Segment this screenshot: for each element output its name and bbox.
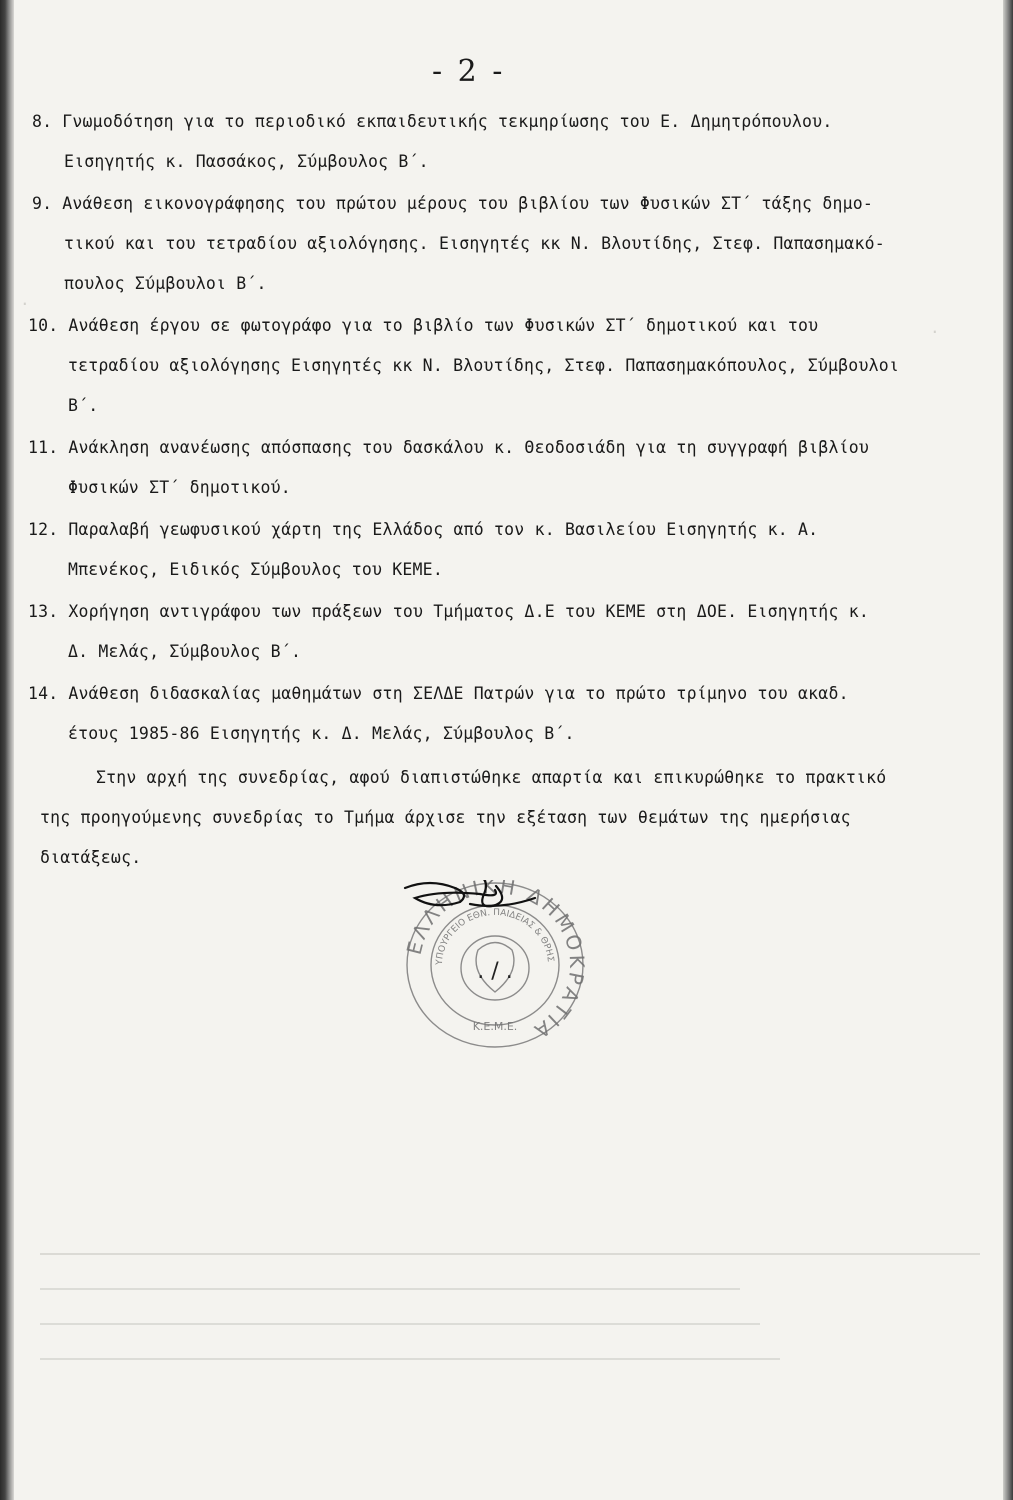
agenda-item-continuation: [64, 234, 885, 253]
agenda-item-number: 9.: [32, 194, 53, 213]
stamp-center-mark: . / .: [477, 959, 513, 984]
agenda-item-number: 8.: [32, 112, 53, 131]
agenda-item-continuation: [68, 396, 98, 415]
agenda-item-number: 14.: [28, 684, 59, 703]
bleed-through-line: [40, 1245, 980, 1255]
agenda-item-line: [28, 684, 849, 703]
closing-paragraph-line: διατάξεως.: [40, 848, 142, 867]
agenda-item-number: 11.: [28, 438, 59, 457]
agenda-item-text: τικού και του τετραδίου αξιολόγησης. Εισηγητές κκ Ν. Βλουτίδης, Στεφ. Παπασημακό-: [64, 234, 885, 253]
agenda-item-text: Εισηγητής κ. Πασσάκος, Σύμβουλος Β΄.: [64, 152, 429, 171]
agenda-item-text: Φυσικών ΣΤ΄ δημοτικού.: [68, 478, 291, 497]
stamp-bottom-text: Κ.Ε.Μ.Ε.: [472, 1020, 518, 1033]
stamp-outer-text: ΕΛΛΗΝΙΚΗ ΔΗΜΟΚΡΑΤΙΑ: [401, 880, 590, 1045]
agenda-item-text: έτους 1985-86 Εισηγητής κ. Δ. Μελάς, Σύμβουλος Β΄.: [68, 724, 575, 743]
agenda-item-continuation: [68, 356, 899, 375]
agenda-item-text: Παραλαβή γεωφυσικού χάρτη της Ελλάδος από τον κ. Βασιλείου Εισηγητής κ. Α.: [68, 520, 819, 539]
official-stamp: [400, 880, 590, 1050]
agenda-item-continuation: [68, 724, 575, 743]
agenda-item-text: Χορήγηση αντιγράφου των πράξεων του Τμήματος Δ.Ε του ΚΕΜΕ στη ΔΟΕ. Εισηγητής κ.: [68, 602, 869, 621]
agenda-item-continuation: [68, 560, 443, 579]
agenda-item-text: Ανάθεση διδασκαλίας μαθημάτων στη ΣΕΛΔΕ Πατρών για το πρώτο τρίμηνο του ακαδ.: [68, 684, 849, 703]
agenda-item-text: Ανάκληση ανανέωσης απόσπασης του δασκάλου κ. Θεοδοσιάδη για τη συγγραφή βιβλίου: [68, 438, 869, 457]
agenda-item-text: Γνωμοδότηση για το περιοδικό εκπαιδευτικής τεκμηρίωσης του Ε. Δημητρόπουλου.: [62, 112, 833, 131]
page-number: - 2 -: [432, 54, 506, 89]
agenda-item-text: Β΄.: [68, 396, 99, 415]
bleed-through-mark: .: [20, 290, 30, 309]
agenda-item-number: 13.: [28, 602, 59, 621]
bleed-through-line: [40, 1280, 740, 1290]
agenda-item-line: [32, 194, 873, 213]
agenda-item-line: [32, 112, 832, 131]
right-page-edge-shadow: [1003, 0, 1013, 1500]
agenda-item-text: Ανάθεση εικονογράφησης του πρώτου μέρους του βιβλίου των Φυσικών ΣΤ΄ τάξης δημο-: [62, 194, 873, 213]
agenda-item-continuation: [68, 642, 301, 661]
agenda-item-text: Μπενέκος, Ειδικός Σύμβουλος του ΚΕΜΕ.: [68, 560, 443, 579]
agenda-item-line: [28, 520, 818, 539]
bleed-through-line: [40, 1350, 780, 1360]
agenda-item-number: 12.: [28, 520, 59, 539]
agenda-item-continuation: [68, 478, 291, 497]
closing-paragraph-line: Στην αρχή της συνεδρίας, αφού διαπιστώθηκε απαρτία και επικυρώθηκε το πρακτικό: [96, 768, 887, 787]
stamp-inner-text: ΥΠΟΥΡΓΕΙΟ ΕΘΝ. ΠΑΙΔΕΙΑΣ & ΘΡΗΣ: [434, 907, 555, 966]
agenda-item-continuation: [64, 274, 267, 293]
agenda-item-text: Ανάθεση έργου σε φωτογράφο για το βιβλίο των Φυσικών ΣΤ΄ δημοτικού και του: [68, 316, 819, 335]
agenda-item-text: τετραδίου αξιολόγησης Εισηγητές κκ Ν. Βλουτίδης, Στεφ. Παπασημακόπουλος, Σύμβουλοι: [68, 356, 899, 375]
agenda-item-line: [28, 602, 869, 621]
closing-paragraph-line: της προηγούμενης συνεδρίας το Τμήμα άρχισε την εξέταση των θεμάτων της ημερήσιας: [40, 808, 851, 827]
bleed-through-mark: .: [930, 318, 940, 337]
agenda-item-continuation: [64, 152, 429, 171]
agenda-item-number: 10.: [28, 316, 59, 335]
agenda-item-line: [28, 316, 818, 335]
bleed-through-line: [40, 1315, 760, 1325]
agenda-item-line: [28, 438, 869, 457]
left-page-edge-shadow: [0, 0, 14, 1500]
agenda-item-text: Δ. Μελάς, Σύμβουλος Β΄.: [68, 642, 302, 661]
agenda-item-text: πουλος Σύμβουλοι Β΄.: [64, 274, 267, 293]
